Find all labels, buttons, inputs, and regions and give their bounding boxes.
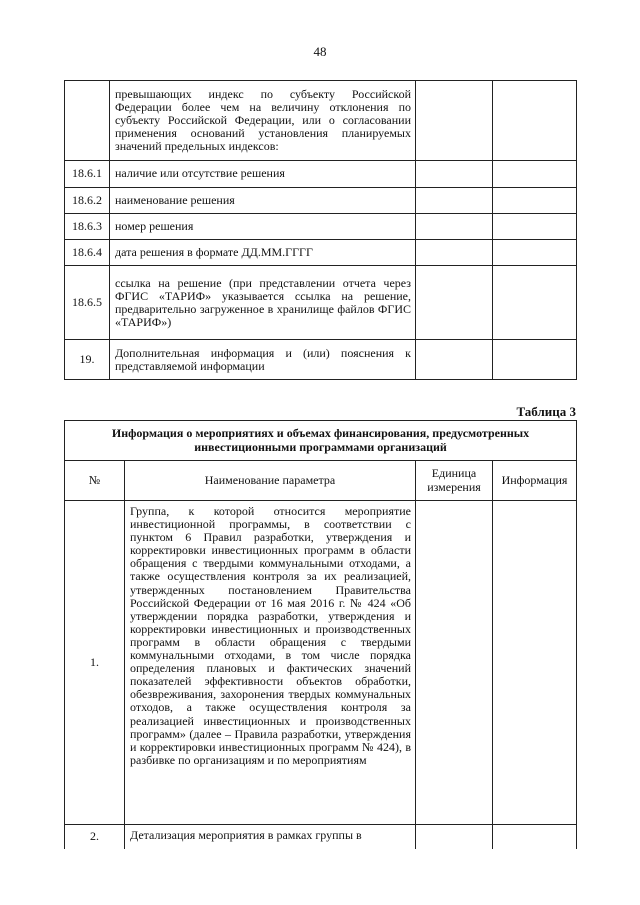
info-cell [493, 340, 577, 380]
table-row [65, 161, 577, 188]
table-header-row [65, 461, 577, 501]
row-text: наименование решения [110, 188, 416, 214]
info-cell [493, 825, 577, 849]
table-row [65, 240, 577, 266]
row-text: Группа, к которой относится мероприятие инвестиционной программы, в соответствии с пунктом 6 Правил разработки, утверждения и корректировки инвестиционных программ в области обращения с твердыми коммунальными отходами, а также осуществления контроля за их реализацией, утвержденных постановлением Правительства Российской Федерации от 16 мая 2016 г. № 424 «Об утверждении порядка разработки, утверждения и корректировки инвестиционных и производственных программ в области обращения с твердыми коммунальными отходами, в том числе порядка определения плановых и фактических значений показателей эффективности объектов обработки, обезвреживания, захоронения твердых коммунальных отходов, а также осуществления контроля за реализацией инвестиционных и производственных программ» (далее – Правила разработки, утверждения и корректировки инвестиционных программ № 424), в разбивке по организациям и по мероприятиям [125, 501, 416, 825]
row-number: 1. [65, 501, 125, 825]
unit-cell [416, 501, 493, 825]
unit-cell [416, 266, 493, 340]
column-header-info: Информация [493, 461, 577, 501]
table-row [65, 188, 577, 214]
info-cell [493, 240, 577, 266]
row-text: Детализация мероприятия в рамках группы в [125, 825, 416, 849]
row-text: наличие или отсутствие решения [110, 161, 416, 188]
row-text: ссылка на решение (при представлении отчета через ФГИС «ТАРИФ» указывается ссылка на решение, предварительно загруженное в хранилище файлов ФГИС «ТАРИФ») [110, 266, 416, 340]
row-number: 18.6.5 [65, 266, 110, 340]
info-cell [493, 501, 577, 825]
unit-cell [416, 161, 493, 188]
unit-cell [416, 825, 493, 849]
row-text: Дополнительная информация и (или) пояснения к представляемой информации [110, 340, 416, 380]
row-number: 18.6.4 [65, 240, 110, 266]
info-cell [493, 161, 577, 188]
row-number: 2. [65, 825, 125, 849]
column-header-unit: Единица измерения [416, 461, 493, 501]
info-cell [493, 214, 577, 240]
row-text: дата решения в формате ДД.ММ.ГГГГ [110, 240, 416, 266]
row-text: превышающих индекс по субъекту Российской Федерации более чем на величину отклонения по субъекту Российской Федерации, или о согласовании применения оснований установления планируемых значений предельных индексов: [110, 81, 416, 161]
table-title: Информация о мероприятиях и объемах финансирования, предусмотренных инвестиционными программами организаций [65, 421, 577, 461]
investment-measures-table [64, 420, 577, 849]
table-caption: Таблица 3 [516, 404, 576, 419]
table-row [65, 81, 577, 161]
row-number [65, 81, 110, 161]
table-row [65, 501, 577, 825]
unit-cell [416, 340, 493, 380]
table-row [65, 214, 577, 240]
parameters-table-continued [64, 80, 577, 380]
row-text: номер решения [110, 214, 416, 240]
table-row [65, 825, 577, 849]
row-number: 18.6.3 [65, 214, 110, 240]
table-row [65, 266, 577, 340]
table-title-row [65, 421, 577, 461]
unit-cell [416, 188, 493, 214]
page-number: 48 [313, 44, 327, 59]
row-number: 18.6.2 [65, 188, 110, 214]
unit-cell [416, 214, 493, 240]
column-header-parameter: Наименование параметра [125, 461, 416, 501]
info-cell [493, 81, 577, 161]
row-number: 18.6.1 [65, 161, 110, 188]
info-cell [493, 188, 577, 214]
row-number: 19. [65, 340, 110, 380]
column-header-number: № [65, 461, 125, 501]
unit-cell [416, 240, 493, 266]
table-row [65, 340, 577, 380]
info-cell [493, 266, 577, 340]
unit-cell [416, 81, 493, 161]
